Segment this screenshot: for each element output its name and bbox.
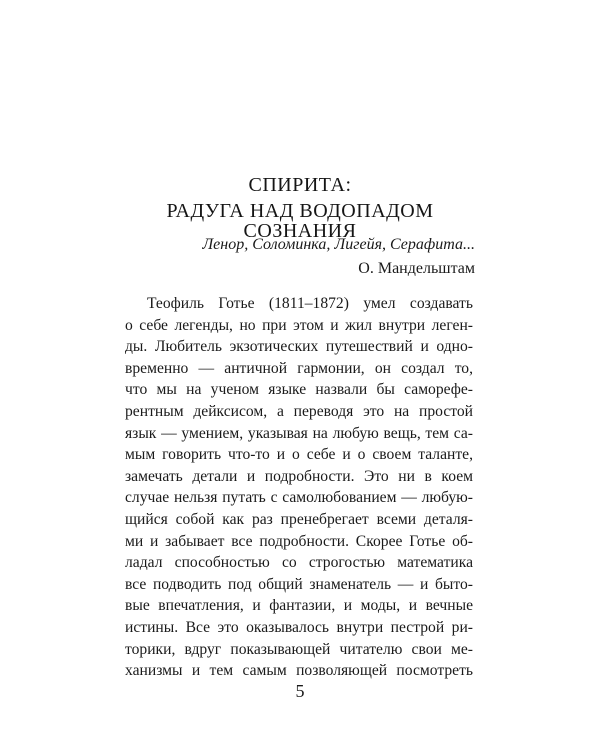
chapter-title-line-1: СПИРИТА: [248, 174, 352, 196]
text-line: мым говорить что-то и о себе и о своем таланте, [125, 446, 473, 464]
text-line: случае нельзя путать с самолюбованием — любую- [125, 489, 473, 507]
text-line: все подводить под общий знаменатель — и быто- [125, 575, 473, 593]
text-line: вые впечатления, и фантазии, и моды, и вечные [125, 597, 473, 615]
text-line: ми и забывает все подробности. Скорее Готье об- [125, 532, 473, 550]
body-paragraph [125, 293, 473, 682]
chapter-title-line-2: РАДУГА НАД ВОДОПАДОМ СОЗНАНИЯ [166, 200, 434, 242]
text-line: ды. Любитель экзотических путешествий и одно- [125, 338, 473, 356]
text-line: временно — античной гармонии, он создал то, [125, 359, 473, 377]
text-line: что мы на ученом языке назвали бы саморефе- [125, 381, 473, 399]
text-line: рентным дейксисом, а переводя это на простой [125, 402, 473, 420]
text-line: замечать детали и подробности. Это ни в коем [125, 467, 473, 485]
page-number: 5 [295, 681, 305, 701]
text-line: ладал способностью со строгостью математика [125, 554, 473, 572]
epigraph-quote: Ленор, Соломинка, Лигейя, Серафита... [202, 236, 475, 253]
text-line: торики, вдруг показывающей читателю свои ме- [125, 640, 473, 658]
text-line: о себе легенды, но при этом и жил внутри леген- [125, 316, 473, 334]
text-line: истины. Все это оказывалось внутри пестрой ри- [125, 618, 473, 636]
text-line: Теофиль Готье (1811–1872) умел создавать [147, 295, 473, 312]
text-line: ханизмы и тем самым позволяющей посмотреть [125, 662, 473, 680]
text-line: язык — умением, указывая на любую вещь, тем са- [125, 424, 473, 442]
epigraph-author: О. Мандельштам [358, 260, 475, 277]
text-line: щийся собой как раз пренебрегает всеми деталя- [125, 510, 473, 528]
